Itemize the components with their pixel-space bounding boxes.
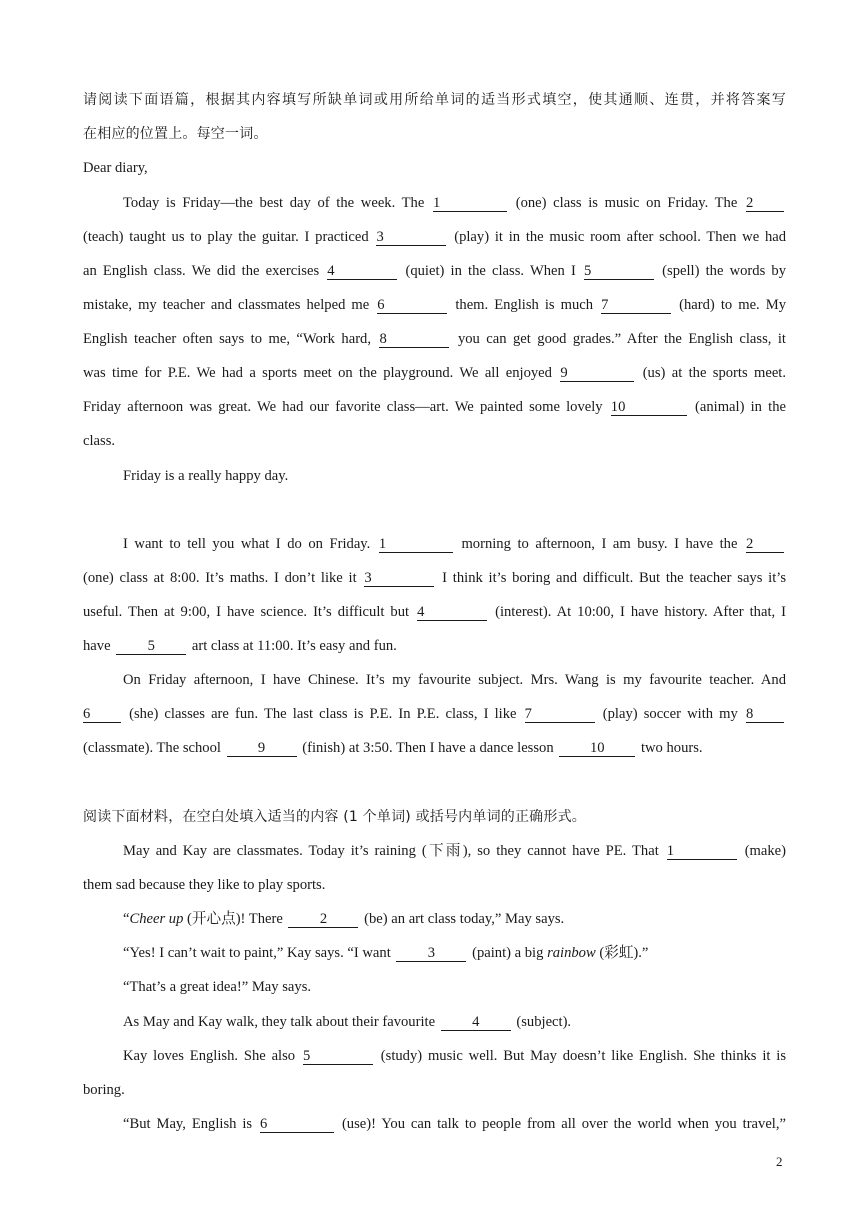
- passage-line: As May and Kay walk, they talk about their favourite 4 (subject).: [123, 1014, 572, 1030]
- passage-line: boring.: [83, 1082, 125, 1098]
- passage-line: useful. Then at 9:00, I have science. It’s difficult but 4 (interest). At 10:00, I have history. After that, I: [83, 604, 786, 620]
- passage-line: “Yes! I can’t wait to paint,” Kay says. “I want 3 (paint) a big rainbow (彩虹).”: [123, 945, 649, 961]
- passage-line: (classmate). The school 9 (finish) at 3:50. Then I have a dance lesson 10 two hours.: [83, 740, 703, 756]
- passage-line: “But May, English is 6 (use)! You can talk to people from all over the world when you travel,”: [123, 1116, 786, 1132]
- passage-line: (teach) taught us to play the guitar. I practiced 3 (play) it in the music room after school. Then we had: [83, 229, 787, 245]
- passage-line: Kay loves English. She also 5 (study) music well. But May doesn’t like English. She thinks it is: [123, 1048, 786, 1064]
- answer-blank[interactable]: 1: [379, 536, 453, 553]
- passage-line: On Friday afternoon, I have Chinese. It’s my favourite subject. Mrs. Wang is my favourite teacher. And: [123, 672, 786, 688]
- instruction-line: 阅读下面材料，在空白处填入适当的内容 (1 个单词) 或括号内单词的正确形式。: [83, 809, 586, 825]
- answer-blank[interactable]: 6: [377, 297, 447, 314]
- passage-line: “Cheer up (开心点)! There 2 (be) an art class today,” May says.: [123, 911, 565, 927]
- passage-line: (one) class at 8:00. It’s maths. I don’t like it 3 I think it’s boring and difficult. But the teacher says it’s: [83, 570, 787, 586]
- answer-blank[interactable]: 4: [327, 263, 397, 280]
- answer-blank[interactable]: 5: [584, 263, 654, 280]
- closing-line: Friday is a really happy day.: [123, 468, 289, 484]
- answer-blank[interactable]: 4: [441, 1014, 511, 1031]
- passage-line: class.: [83, 433, 116, 449]
- answer-blank[interactable]: 2: [746, 536, 784, 553]
- answer-blank[interactable]: 1: [667, 843, 737, 860]
- answer-blank[interactable]: 8: [379, 331, 449, 348]
- instruction-line: 请阅读下面语篇，根据其内容填写所缺单词或用所给单词的适当形式填空，使其通顺、连贯，并将答案写: [83, 92, 786, 108]
- answer-blank[interactable]: 5: [303, 1048, 373, 1065]
- passage-line: I want to tell you what I do on Friday. 1 morning to afternoon, I am busy. I have the 2: [123, 534, 786, 554]
- passage-line: an English class. We did the exercises 4 (quiet) in the class. When I 5 (spell) the words by: [83, 263, 787, 279]
- passage-line: was time for P.E. We had a sports meet on the playground. We all enjoyed 9 (us) at the sports meet.: [83, 365, 787, 381]
- answer-blank[interactable]: 4: [417, 604, 487, 621]
- answer-blank[interactable]: 6: [83, 706, 121, 723]
- passage-line: Today is Friday—the best day of the week. The 1 (one) class is music on Friday. The 2: [123, 193, 786, 213]
- passage-line: mistake, my teacher and classmates helped me 6 them. English is much 7 (hard) to me. My: [83, 297, 787, 313]
- answer-blank[interactable]: 10: [611, 399, 687, 416]
- passage-line: have 5 art class at 11:00. It’s easy and fun.: [83, 638, 397, 654]
- answer-blank[interactable]: 6: [260, 1116, 334, 1133]
- answer-blank[interactable]: 1: [433, 195, 507, 212]
- answer-blank[interactable]: 10: [559, 740, 635, 757]
- instruction-line: 在相应的位置上。每空一词。: [83, 126, 268, 142]
- passage-line: English teacher often says to me, “Work hard, 8 you can get good grades.” After the English class, it: [83, 331, 786, 347]
- answer-blank[interactable]: 9: [560, 365, 634, 382]
- answer-blank[interactable]: 3: [396, 945, 466, 962]
- answer-blank[interactable]: 7: [601, 297, 671, 314]
- answer-blank[interactable]: 2: [288, 911, 358, 928]
- passage-line: them sad because they like to play sports.: [83, 877, 326, 893]
- passage-line: “That’s a great idea!” May says.: [123, 979, 312, 995]
- answer-blank[interactable]: 9: [227, 740, 297, 757]
- salutation: Dear diary,: [83, 160, 148, 176]
- answer-blank[interactable]: 7: [525, 706, 595, 723]
- answer-blank[interactable]: 3: [376, 229, 446, 246]
- answer-blank[interactable]: 2: [746, 195, 784, 212]
- answer-blank[interactable]: 8: [746, 706, 784, 723]
- passage-line: 6 (she) classes are fun. The last class is P.E. In P.E. class, I like 7 (play) soccer with my 8: [83, 704, 786, 724]
- answer-blank[interactable]: 5: [116, 638, 186, 655]
- passage-line: May and Kay are classmates. Today it’s raining (下雨), so they cannot have PE. That 1 (make): [123, 843, 787, 859]
- page-number: 2: [776, 1154, 783, 1169]
- answer-blank[interactable]: 3: [364, 570, 434, 587]
- passage-line: Friday afternoon was great. We had our favorite class—art. We painted some lovely 10 (animal) in the: [83, 399, 786, 415]
